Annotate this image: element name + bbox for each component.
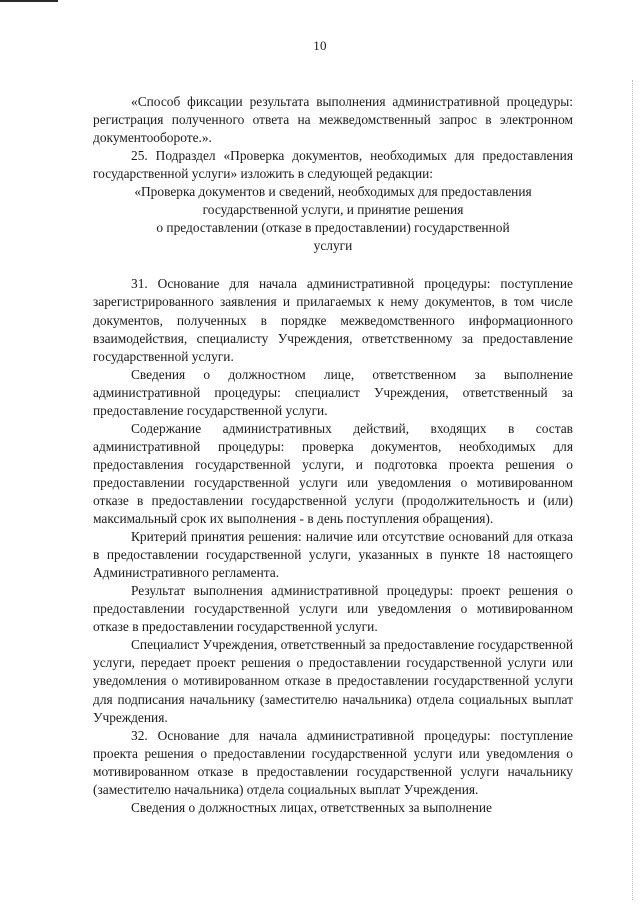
paragraph-item-31: 31. Основание для начала административной процедуры: поступление зарегистрированного заявления и прилагаемых к нему документов, в том числе документов, полученных в порядке межведомственного информационного взаимодействия, специалисту Учреждения, ответственному за предоставление государственной услуги. xyxy=(93,276,573,364)
paragraph-responsible-official: Сведения о должностном лице, ответственном за выполнение административной процедуры: специалист Учреждения, ответственный за предоставление государственной услуги. xyxy=(93,366,573,418)
paragraph-decision-criterion: Критерий принятия решения: наличие или отсутствие оснований для отказа в предоставлении государственной услуги, указанных в пункте 18 настоящего Административного регламента. xyxy=(93,529,573,581)
title-spacer xyxy=(93,255,573,275)
paragraph-responsible-officials: Сведения о должностных лицах, ответственных за выполнение xyxy=(131,799,492,815)
paragraph-item-32: 32. Основание для начала административной процедуры: поступление проекта решения о предоставлении государственной услуги или уведомления о мотивированном отказе в предоставлении государственной услуги начальнику (заместителю начальника) отдела социальных выплат Учреждения. xyxy=(93,727,573,797)
scan-edge-mark xyxy=(0,0,58,2)
paragraph-specialist-transfer: Специалист Учреждения, ответственный за предоставление государственной услуги, передает проект решения о предоставлении государственной услуги или уведомления о мотивированном отказе в предоставлении государственной услуги для подписания начальнику (заместителю начальника) отдела социальных выплат Учреждения. xyxy=(93,637,573,725)
paragraph-actions-content: Содержание административных действий, входящих в состав административной процедуры: проверка документов, необходимых для предоставления государственной услуги, и подготовка проекта решения о предоставлении государственной услуги или уведомления о мотивированном отказе в предоставлении государственной услуги (продолжительность и (или) максимальный срок их выполнения - в день поступления обращения). xyxy=(93,420,573,527)
subsection-title-line: услуги xyxy=(313,238,353,254)
subsection-title-line: государственной услуги, и принятие решения xyxy=(202,202,464,218)
paragraph-item-25: 25. Подраздел «Проверка документов, необходимых для предоставления государственной услуги» изложить в следующей редакции: xyxy=(93,148,573,182)
subsection-title-line: о предоставлении (отказе в предоставлении) государственной xyxy=(156,220,510,236)
paragraph-method-fixation: «Способ фиксации результата выполнения административной процедуры: регистрация полученного ответа на межведомственный запрос в электронном документообороте.». xyxy=(93,94,573,146)
page-number: 10 xyxy=(313,38,327,53)
scan-margin-dots xyxy=(632,80,633,900)
subsection-title xyxy=(93,183,573,255)
subsection-title-line: «Проверка документов и сведений, необходимых для предоставления xyxy=(134,184,532,200)
paragraph-procedure-result: Результат выполнения административной процедуры: проект решения о предоставлении государственной услуги или уведомления о мотивированном отказе в предоставлении государственной услуги. xyxy=(93,583,573,635)
document-body xyxy=(93,93,573,817)
